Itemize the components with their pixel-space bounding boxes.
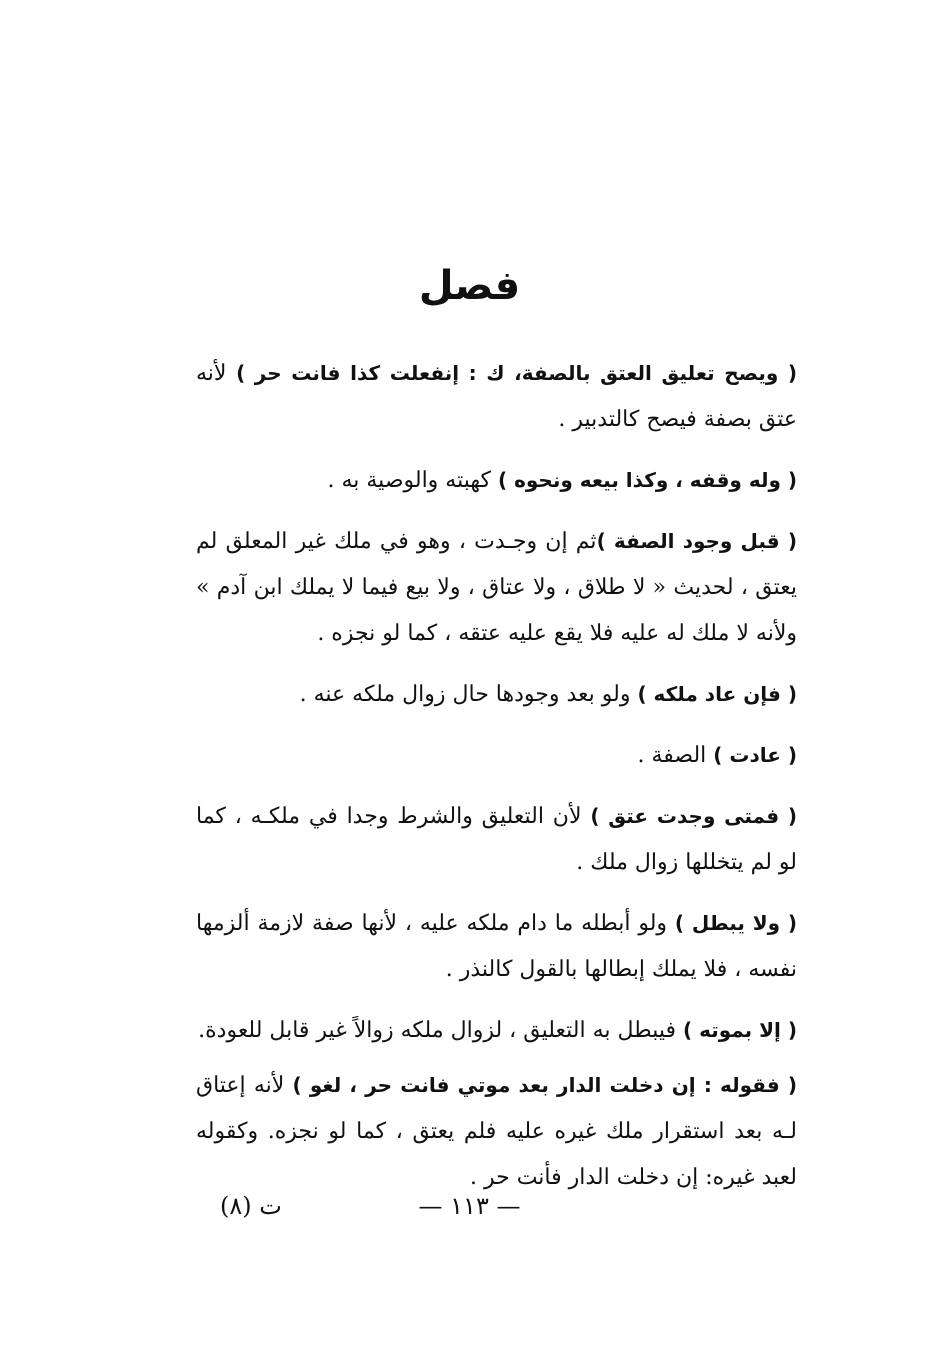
paragraph	[196, 518, 841, 657]
paragraph	[196, 793, 841, 886]
paragraph-text: لأنه إعتاق لـه بعد استقرار ملك غيره عليه فلم يعتق ، كما لو نجزه. وكقوله لعبد غيره: إن دخلت الدار فأنت حر .	[196, 1073, 797, 1190]
bold-phrase: ( وله وقفه ، وكذا بيعه ونحوه )	[497, 468, 797, 492]
paragraph-text: فيبطل به التعليق ، لزوال ملكه زوالاً غير قابل للعودة.	[198, 1018, 683, 1043]
bold-phrase: ( ولا يبطل )	[674, 911, 797, 935]
bold-phrase: ( إلا بموته )	[682, 1018, 797, 1042]
page-footer	[0, 1186, 939, 1226]
bold-phrase: ( ويصح تعليق العتق بالصفة، ك : إنفعلت كذا فانت حر )	[236, 361, 797, 385]
paragraph-text: كهبته والوصية به .	[327, 468, 498, 493]
paragraph	[196, 1007, 841, 1054]
page-number: — ١١٣ —	[418, 1192, 521, 1220]
paragraph	[196, 671, 841, 718]
paragraph	[196, 1062, 841, 1201]
bold-phrase: ( فقوله : إن دخلت الدار بعد موتي فانت حر ، لغو )	[292, 1073, 797, 1097]
paragraph	[196, 732, 841, 779]
bold-phrase: ( قبل وجود الصفة )	[596, 529, 797, 553]
paragraph	[196, 900, 841, 993]
paragraph-text: لأنه عتق بصفة فيصح كالتدبير .	[196, 361, 797, 432]
page-title: فصل	[418, 263, 521, 309]
paragraph	[196, 457, 841, 504]
bold-phrase: ( عادت )	[713, 743, 797, 767]
body-text	[196, 350, 841, 1215]
paragraph-text: لأن التعليق والشرط وجدا في ملكـه ، كما لو لم يتخللها زوال ملك .	[196, 804, 797, 875]
bold-phrase: ( فإن عاد ملكه )	[637, 682, 797, 706]
bold-phrase: ( فمتى وجدت عتق )	[590, 804, 797, 828]
signature-mark: ت (٨)	[220, 1192, 282, 1220]
paragraph	[196, 350, 841, 443]
paragraph-text: ولو أبطله ما دام ملكه عليه ، لأنها صفة لازمة ألزمها نفسه ، فلا يملك إبطالها بالقول كالنذر .	[196, 911, 797, 982]
paragraph-text: ثم إن وجـدت ، وهو في ملك غير المعلق لم يعتق ، لحديث « لا طلاق ، ولا عتاق ، ولا بيع فيما لا يملك ابن آدم » ولأنه لا ملك له عليه فلا يقع عليه عتقه ، كما لو نجزه .	[196, 529, 797, 646]
paragraph-text: ولو بعد وجودها حال زوال ملكه عنه .	[299, 682, 638, 707]
paragraph-text: الصفة .	[637, 743, 714, 768]
